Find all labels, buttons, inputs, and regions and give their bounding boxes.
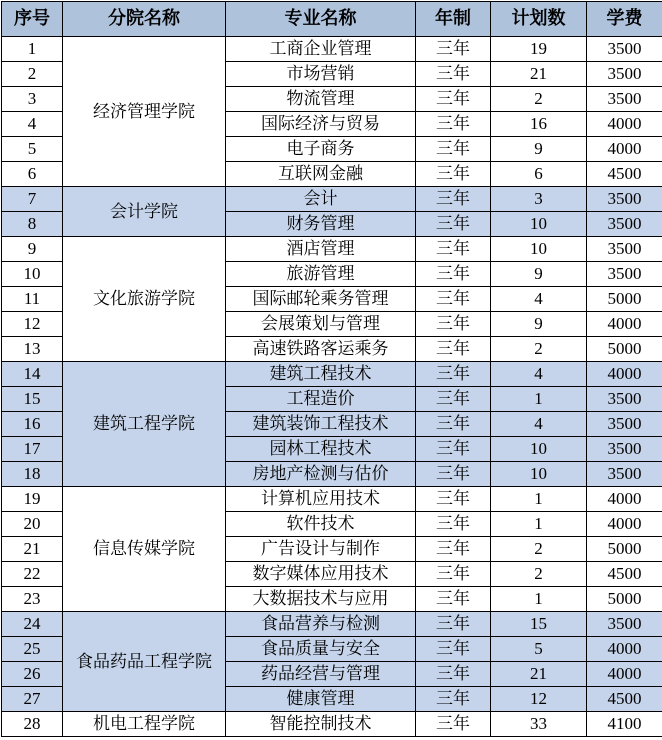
row-index: 13: [2, 337, 63, 362]
program-length: 三年: [416, 137, 491, 162]
major-name: 药品经营与管理: [226, 662, 416, 687]
major-name: 数字媒体应用技术: [226, 562, 416, 587]
plan-count: 21: [491, 662, 587, 687]
department-name: 建筑工程学院: [63, 362, 226, 487]
header-index: 序号: [2, 2, 63, 37]
tuition-fee: 4000: [587, 637, 662, 662]
plan-count: 10: [491, 462, 587, 487]
row-index: 23: [2, 587, 63, 612]
program-length: 三年: [416, 712, 491, 737]
row-index: 27: [2, 687, 63, 712]
plan-count: 2: [491, 87, 587, 112]
program-length: 三年: [416, 287, 491, 312]
tuition-fee: 5000: [587, 587, 662, 612]
row-index: 26: [2, 662, 63, 687]
tuition-fee: 3500: [587, 387, 662, 412]
table-row: [2, 712, 662, 737]
tuition-fee: 3500: [587, 212, 662, 237]
enrollment-plan-table: [1, 1, 662, 737]
major-name: 大数据技术与应用: [226, 587, 416, 612]
tuition-fee: 4000: [587, 137, 662, 162]
plan-count: 15: [491, 612, 587, 637]
program-length: 三年: [416, 212, 491, 237]
plan-count: 10: [491, 437, 587, 462]
header-major: 专业名称: [226, 2, 416, 37]
program-length: 三年: [416, 487, 491, 512]
plan-count: 2: [491, 537, 587, 562]
major-name: 高速铁路客运乘务: [226, 337, 416, 362]
tuition-fee: 3500: [587, 262, 662, 287]
program-length: 三年: [416, 537, 491, 562]
major-name: 物流管理: [226, 87, 416, 112]
tuition-fee: 3500: [587, 62, 662, 87]
department-name: 经济管理学院: [63, 37, 226, 187]
header-tuition: 学费: [587, 2, 662, 37]
major-name: 旅游管理: [226, 262, 416, 287]
program-length: 三年: [416, 437, 491, 462]
tuition-fee: 4000: [587, 662, 662, 687]
row-index: 20: [2, 512, 63, 537]
row-index: 4: [2, 112, 63, 137]
header-years: 年制: [416, 2, 491, 37]
major-name: 食品质量与安全: [226, 637, 416, 662]
program-length: 三年: [416, 62, 491, 87]
header-plan-count: 计划数: [491, 2, 587, 37]
plan-count: 2: [491, 562, 587, 587]
program-length: 三年: [416, 587, 491, 612]
major-name: 建筑工程技术: [226, 362, 416, 387]
program-length: 三年: [416, 262, 491, 287]
row-index: 5: [2, 137, 63, 162]
table-row: [2, 187, 662, 212]
row-index: 10: [2, 262, 63, 287]
table-row: [2, 612, 662, 637]
row-index: 25: [2, 637, 63, 662]
major-name: 广告设计与制作: [226, 537, 416, 562]
major-name: 酒店管理: [226, 237, 416, 262]
tuition-fee: 4500: [587, 562, 662, 587]
row-index: 18: [2, 462, 63, 487]
major-name: 房地产检测与估价: [226, 462, 416, 487]
program-length: 三年: [416, 187, 491, 212]
tuition-fee: 5000: [587, 337, 662, 362]
plan-count: 10: [491, 212, 587, 237]
row-index: 22: [2, 562, 63, 587]
header-row: [2, 2, 662, 37]
major-name: 软件技术: [226, 512, 416, 537]
row-index: 17: [2, 437, 63, 462]
program-length: 三年: [416, 112, 491, 137]
major-name: 园林工程技术: [226, 437, 416, 462]
tuition-fee: 3500: [587, 87, 662, 112]
row-index: 21: [2, 537, 63, 562]
department-name: 文化旅游学院: [63, 237, 226, 362]
plan-count: 21: [491, 62, 587, 87]
header-department: 分院名称: [63, 2, 226, 37]
row-index: 8: [2, 212, 63, 237]
plan-count: 4: [491, 287, 587, 312]
plan-count: 2: [491, 337, 587, 362]
plan-count: 4: [491, 362, 587, 387]
tuition-fee: 3500: [587, 237, 662, 262]
row-index: 7: [2, 187, 63, 212]
department-name: 信息传媒学院: [63, 487, 226, 612]
plan-count: 1: [491, 387, 587, 412]
row-index: 6: [2, 162, 63, 187]
tuition-fee: 4500: [587, 687, 662, 712]
program-length: 三年: [416, 462, 491, 487]
program-length: 三年: [416, 637, 491, 662]
program-length: 三年: [416, 237, 491, 262]
major-name: 计算机应用技术: [226, 487, 416, 512]
major-name: 市场营销: [226, 62, 416, 87]
table-row: [2, 237, 662, 262]
plan-count: 6: [491, 162, 587, 187]
program-length: 三年: [416, 387, 491, 412]
major-name: 财务管理: [226, 212, 416, 237]
program-length: 三年: [416, 312, 491, 337]
tuition-fee: 3500: [587, 437, 662, 462]
table-row: [2, 37, 662, 62]
major-name: 电子商务: [226, 137, 416, 162]
plan-count: 10: [491, 237, 587, 262]
major-name: 建筑装饰工程技术: [226, 412, 416, 437]
major-name: 工商企业管理: [226, 37, 416, 62]
major-name: 健康管理: [226, 687, 416, 712]
plan-count: 19: [491, 37, 587, 62]
major-name: 国际经济与贸易: [226, 112, 416, 137]
table-row: [2, 487, 662, 512]
tuition-fee: 4000: [587, 312, 662, 337]
plan-count: 5: [491, 637, 587, 662]
plan-count: 3: [491, 187, 587, 212]
major-name: 食品营养与检测: [226, 612, 416, 637]
tuition-fee: 4100: [587, 712, 662, 737]
tuition-fee: 3500: [587, 412, 662, 437]
row-index: 9: [2, 237, 63, 262]
program-length: 三年: [416, 512, 491, 537]
plan-count: 1: [491, 512, 587, 537]
row-index: 2: [2, 62, 63, 87]
program-length: 三年: [416, 687, 491, 712]
department-name: 机电工程学院: [63, 712, 226, 737]
plan-count: 4: [491, 412, 587, 437]
major-name: 工程造价: [226, 387, 416, 412]
plan-count: 9: [491, 262, 587, 287]
plan-count: 1: [491, 487, 587, 512]
tuition-fee: 4000: [587, 487, 662, 512]
tuition-fee: 3500: [587, 37, 662, 62]
tuition-fee: 3500: [587, 462, 662, 487]
tuition-fee: 4000: [587, 362, 662, 387]
table-body: [2, 37, 662, 737]
table-row: [2, 362, 662, 387]
tuition-fee: 4000: [587, 512, 662, 537]
program-length: 三年: [416, 412, 491, 437]
program-length: 三年: [416, 362, 491, 387]
program-length: 三年: [416, 662, 491, 687]
program-length: 三年: [416, 87, 491, 112]
row-index: 3: [2, 87, 63, 112]
plan-count: 9: [491, 137, 587, 162]
program-length: 三年: [416, 612, 491, 637]
plan-count: 1: [491, 587, 587, 612]
tuition-fee: 5000: [587, 287, 662, 312]
tuition-fee: 4500: [587, 162, 662, 187]
plan-count: 9: [491, 312, 587, 337]
row-index: 1: [2, 37, 63, 62]
major-name: 会展策划与管理: [226, 312, 416, 337]
row-index: 14: [2, 362, 63, 387]
row-index: 12: [2, 312, 63, 337]
program-length: 三年: [416, 162, 491, 187]
department-name: 会计学院: [63, 187, 226, 237]
plan-count: 12: [491, 687, 587, 712]
tuition-fee: 3500: [587, 612, 662, 637]
department-name: 食品药品工程学院: [63, 612, 226, 712]
major-name: 会计: [226, 187, 416, 212]
row-index: 28: [2, 712, 63, 737]
row-index: 19: [2, 487, 63, 512]
major-name: 国际邮轮乘务管理: [226, 287, 416, 312]
major-name: 智能控制技术: [226, 712, 416, 737]
tuition-fee: 4000: [587, 112, 662, 137]
plan-count: 16: [491, 112, 587, 137]
row-index: 24: [2, 612, 63, 637]
major-name: 互联网金融: [226, 162, 416, 187]
plan-count: 33: [491, 712, 587, 737]
tuition-fee: 3500: [587, 187, 662, 212]
row-index: 11: [2, 287, 63, 312]
program-length: 三年: [416, 562, 491, 587]
tuition-fee: 5000: [587, 537, 662, 562]
program-length: 三年: [416, 37, 491, 62]
program-length: 三年: [416, 337, 491, 362]
row-index: 16: [2, 412, 63, 437]
row-index: 15: [2, 387, 63, 412]
table-header: [2, 2, 662, 37]
